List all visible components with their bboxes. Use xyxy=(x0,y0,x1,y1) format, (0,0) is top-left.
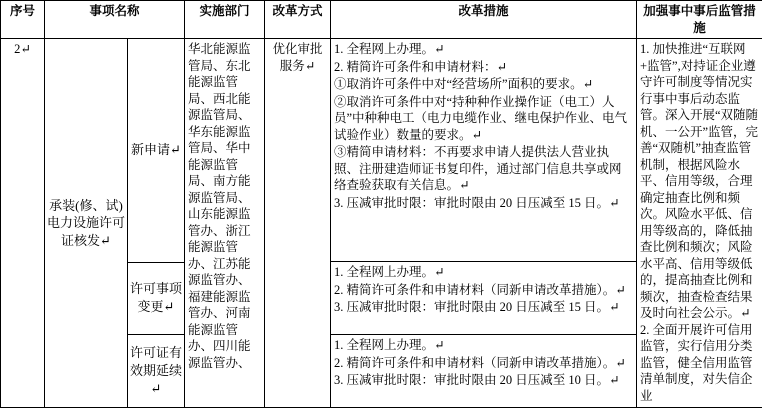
cell-department: 华北能源监管局、东北能源监管局、西北能源监管局、华东能源监管局、华中能源监管局、南方能源监管局、山东能源监管办、浙江能源监管办、江苏能源监管办、福建能源监管办、河南能源监管办、四川能源监管办、 xyxy=(185,39,265,408)
header-seq: 序号 xyxy=(1,1,45,39)
subitem-label: 许可事项变更↵ xyxy=(128,262,184,335)
table-header-row xyxy=(1,1,762,39)
measure-line: 1. 全程网上办理。↵ xyxy=(334,42,445,56)
item-name-text: 承装(修、试)电力设施许可证核发↵ xyxy=(47,197,126,248)
cell-measures-new-application xyxy=(331,39,637,262)
measure-line: ③精简申请材料：不再要求申请人提供法人营业执照、注册建造师证书复印件，通过部门信息共享或网络查验获取有关信息。↵ xyxy=(334,145,622,192)
measure-line: 2. 精简许可条件和申请材料：↵ xyxy=(334,59,507,74)
header-reform-measures: 改革措施 xyxy=(331,1,637,39)
cell-sequence-number: 2↵ xyxy=(1,39,45,408)
cell-measures-license-renewal xyxy=(331,335,637,408)
header-reform-type: 改革方式 xyxy=(265,1,331,39)
measure-line: 1. 全程网上办理。↵ xyxy=(334,338,445,353)
measure-line: 3. 压减审批时限：审批时限由 20 日压减至 15 日。↵ xyxy=(334,300,620,315)
subitem-label: 新申请↵ xyxy=(131,142,181,158)
table-row xyxy=(1,39,762,262)
subitem-label: 许可证有效期延续↵ xyxy=(128,334,184,407)
measure-line: 2. 精简许可条件和申请材料（同新申请改革措施）。↵ xyxy=(334,282,626,297)
measure-line: ①取消许可条件中对“经营场所”面积的要求。↵ xyxy=(334,77,594,91)
cell-supervision-measures xyxy=(637,39,762,408)
measure-line: 2. 精简许可条件和申请材料（同新申请改革措施）。↵ xyxy=(334,355,626,370)
header-supervision-measures: 加强事中事后监管措施 xyxy=(637,1,762,39)
cell-reform-type: 优化审批服务↵ xyxy=(265,39,331,408)
measure-line: 3. 压减审批时限：审批时限由 20 日压减至 15 日。↵ xyxy=(334,195,620,210)
cell-measures-license-change xyxy=(331,262,637,335)
header-department: 实施部门 xyxy=(185,1,265,39)
supervision-line: 1. 加快推进“互联网+监管”,对持证企业遵守许可制度等情况实行事中事后动态监管。深入开展“双随随机、一公开”监管，完善“双随机”抽查监管机制，根据风险水平、信用等级，合理确定抽查比例和频次。风险水平低、信用等级高的，降低抽查比例和频次；风险水平高、信用等级低的，提高抽查比例和频次，抽查检查结果及时向社会公示。↵ xyxy=(640,42,759,320)
measure-line: 3. 压减审批时限：审批时限由 20 日压减至 10 日。↵ xyxy=(334,373,620,388)
header-item-name: 事项名称 xyxy=(45,1,185,39)
supervision-line: 2. 全面开展许可信用监管，实行信用分类监管，健全信用监管清单制度，对失信企业 xyxy=(640,322,753,403)
measure-line: ②取消许可条件中对“持种种作业操作证（电工）人员”中种种电工（电力电缆作业、继电保护作业、电气试验作业）数量的要求。↵ xyxy=(334,94,628,142)
cell-item-name xyxy=(45,39,185,408)
measure-line: 1. 全程网上办理。↵ xyxy=(334,265,445,280)
